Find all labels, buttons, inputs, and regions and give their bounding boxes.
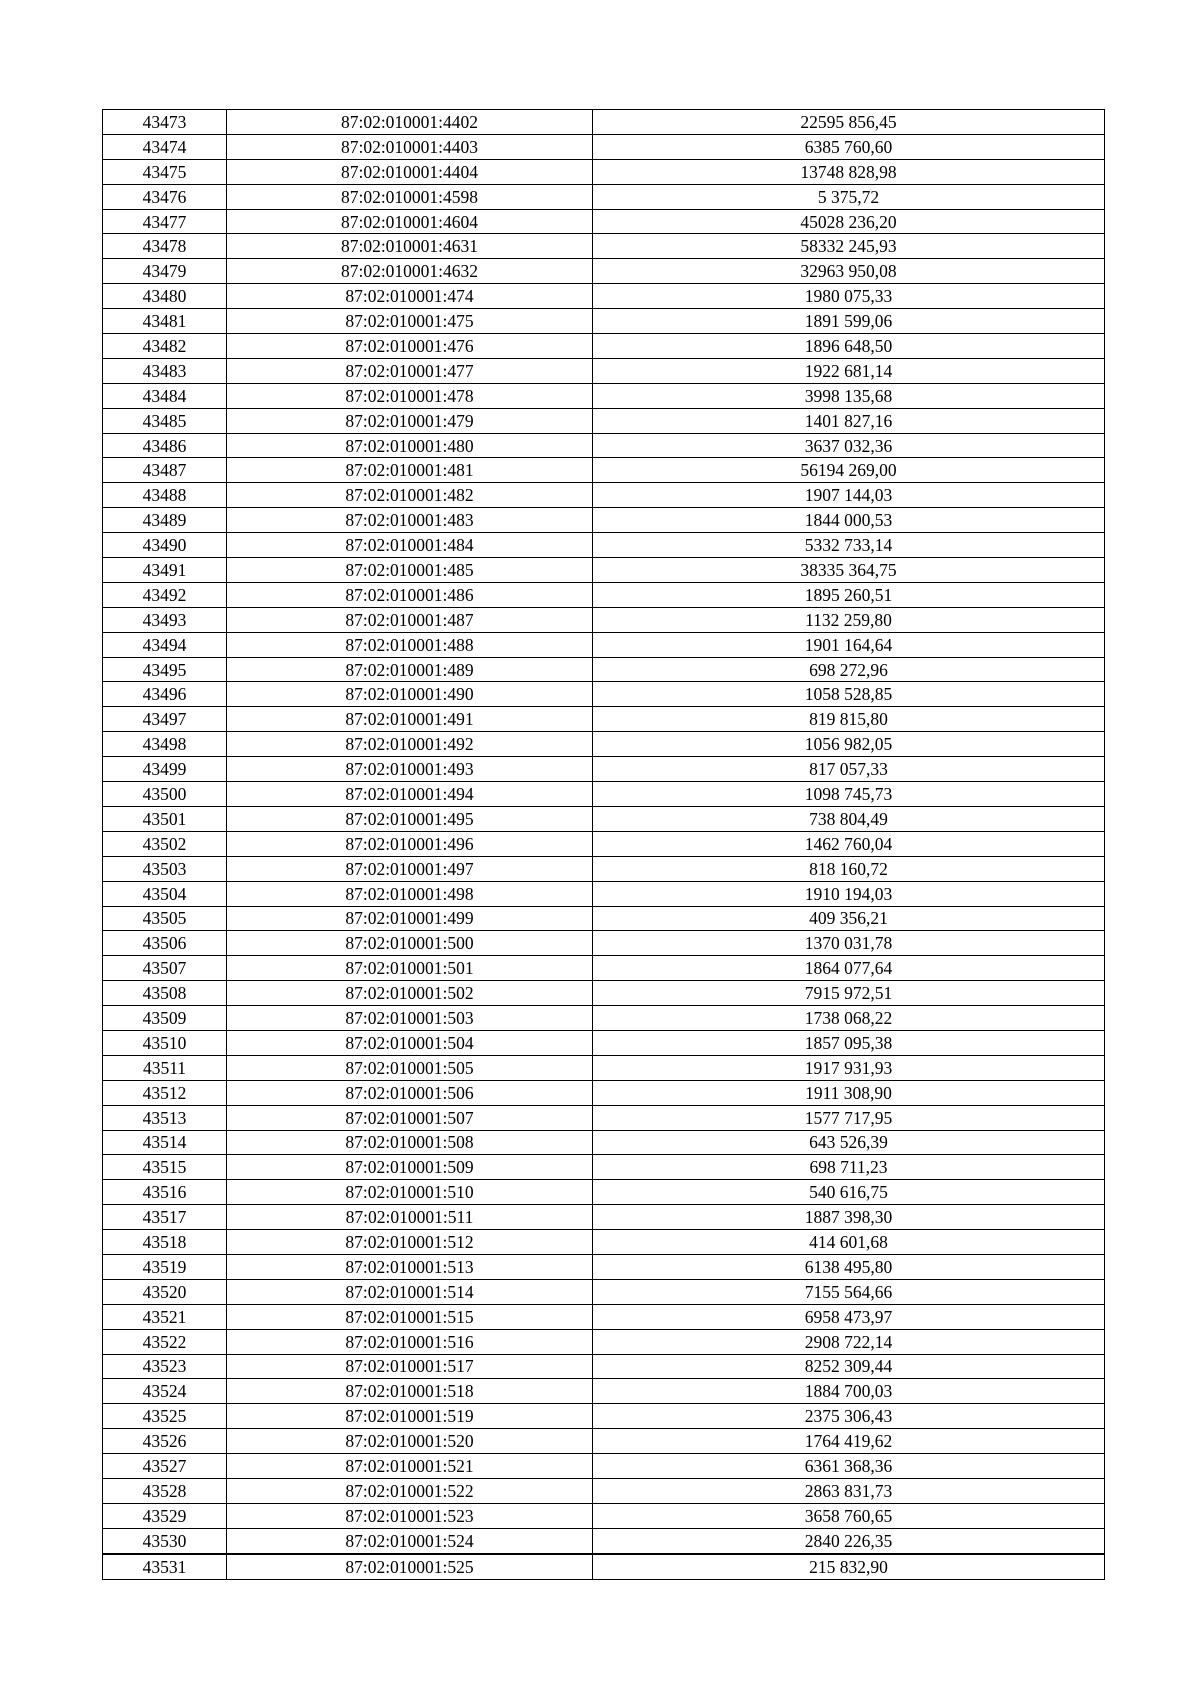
cadastral-number-cell: 87:02:010001:488 <box>227 632 593 657</box>
cadastral-value-cell: 5 375,72 <box>593 184 1105 209</box>
cadastral-number-cell: 87:02:010001:486 <box>227 582 593 607</box>
table-row <box>103 1180 1105 1205</box>
cadastral-value-cell: 32963 950,08 <box>593 259 1105 284</box>
cadastral-number-cell: 87:02:010001:506 <box>227 1080 593 1105</box>
cadastral-value-cell: 1884 700,03 <box>593 1379 1105 1404</box>
table-row <box>103 383 1105 408</box>
cadastral-value-cell: 38335 364,75 <box>593 558 1105 583</box>
cadastral-number-cell: 87:02:010001:499 <box>227 906 593 931</box>
table-row <box>103 582 1105 607</box>
table-row <box>103 284 1105 309</box>
table-row <box>103 234 1105 259</box>
cadastral-value-cell: 6138 495,80 <box>593 1254 1105 1279</box>
cadastral-number-cell: 87:02:010001:484 <box>227 533 593 558</box>
table-row <box>103 1329 1105 1354</box>
cadastral-number-cell: 87:02:010001:494 <box>227 782 593 807</box>
row-number-cell: 43481 <box>103 309 227 334</box>
table-row <box>103 209 1105 234</box>
cadastral-value-cell: 1901 164,64 <box>593 632 1105 657</box>
cadastral-number-cell: 87:02:010001:515 <box>227 1304 593 1329</box>
table-row <box>103 1429 1105 1454</box>
row-number-cell: 43526 <box>103 1429 227 1454</box>
row-number-cell: 43477 <box>103 209 227 234</box>
cadastral-value-cell: 1980 075,33 <box>593 284 1105 309</box>
cadastral-value-cell: 6361 368,36 <box>593 1454 1105 1479</box>
row-number-cell: 43523 <box>103 1354 227 1379</box>
table-row <box>103 508 1105 533</box>
cadastral-value-cell: 1896 648,50 <box>593 334 1105 359</box>
cadastral-value-cell: 1910 194,03 <box>593 881 1105 906</box>
cadastral-number-cell: 87:02:010001:510 <box>227 1180 593 1205</box>
cadastral-number-cell: 87:02:010001:483 <box>227 508 593 533</box>
cadastral-value-cell: 7915 972,51 <box>593 981 1105 1006</box>
table-row <box>103 956 1105 981</box>
table-row <box>103 632 1105 657</box>
cadastral-number-cell: 87:02:010001:495 <box>227 806 593 831</box>
table-row <box>103 1528 1105 1553</box>
row-number-cell: 43529 <box>103 1503 227 1528</box>
row-number-cell: 43504 <box>103 881 227 906</box>
table-row <box>103 1379 1105 1404</box>
table-row <box>103 1254 1105 1279</box>
cadastral-value-cell: 1577 717,95 <box>593 1105 1105 1130</box>
cadastral-value-cell: 13748 828,98 <box>593 159 1105 184</box>
cadastral-number-cell: 87:02:010001:493 <box>227 757 593 782</box>
table-row <box>103 757 1105 782</box>
cadastral-number-cell: 87:02:010001:503 <box>227 1006 593 1031</box>
cadastral-number-cell: 87:02:010001:497 <box>227 856 593 881</box>
cadastral-value-cell: 2908 722,14 <box>593 1329 1105 1354</box>
row-number-cell: 43501 <box>103 806 227 831</box>
row-number-cell: 43507 <box>103 956 227 981</box>
cadastral-value-cell: 1911 308,90 <box>593 1080 1105 1105</box>
cadastral-number-cell: 87:02:010001:4403 <box>227 134 593 159</box>
cadastral-number-cell: 87:02:010001:502 <box>227 981 593 1006</box>
row-number-cell: 43522 <box>103 1329 227 1354</box>
cadastral-number-cell: 87:02:010001:525 <box>227 1554 593 1579</box>
table-row <box>103 259 1105 284</box>
table-row <box>103 184 1105 209</box>
table-row <box>103 533 1105 558</box>
cadastral-number-cell: 87:02:010001:521 <box>227 1454 593 1479</box>
cadastral-value-cell: 1922 681,14 <box>593 358 1105 383</box>
table-row <box>103 1354 1105 1379</box>
cadastral-number-cell: 87:02:010001:4402 <box>227 110 593 135</box>
cadastral-value-cell: 1887 398,30 <box>593 1205 1105 1230</box>
row-number-cell: 43520 <box>103 1279 227 1304</box>
cadastral-value-cell: 1857 095,38 <box>593 1030 1105 1055</box>
row-number-cell: 43511 <box>103 1055 227 1080</box>
table-row <box>103 906 1105 931</box>
row-number-cell: 43531 <box>103 1554 227 1579</box>
cadastral-number-cell: 87:02:010001:477 <box>227 358 593 383</box>
row-number-cell: 43493 <box>103 607 227 632</box>
cadastral-number-cell: 87:02:010001:523 <box>227 1503 593 1528</box>
cadastral-number-cell: 87:02:010001:498 <box>227 881 593 906</box>
table-row <box>103 1304 1105 1329</box>
cadastral-number-cell: 87:02:010001:517 <box>227 1354 593 1379</box>
cadastral-value-cell: 698 272,96 <box>593 657 1105 682</box>
cadastral-value-cell: 2863 831,73 <box>593 1478 1105 1503</box>
cadastral-number-cell: 87:02:010001:500 <box>227 931 593 956</box>
table-row <box>103 408 1105 433</box>
cadastral-number-cell: 87:02:010001:508 <box>227 1130 593 1155</box>
row-number-cell: 43518 <box>103 1230 227 1255</box>
table-row <box>103 1055 1105 1080</box>
table-row <box>103 1404 1105 1429</box>
table-row <box>103 682 1105 707</box>
cadastral-value-cell: 2375 306,43 <box>593 1404 1105 1429</box>
cadastral-value-cell: 1462 760,04 <box>593 831 1105 856</box>
cadastral-value-cell: 1056 982,05 <box>593 732 1105 757</box>
cadastral-value-cell: 215 832,90 <box>593 1554 1105 1579</box>
table-row <box>103 931 1105 956</box>
cadastral-number-cell: 87:02:010001:518 <box>227 1379 593 1404</box>
row-number-cell: 43498 <box>103 732 227 757</box>
cadastral-value-cell: 7155 564,66 <box>593 1279 1105 1304</box>
cadastral-value-cell: 1895 260,51 <box>593 582 1105 607</box>
row-number-cell: 43484 <box>103 383 227 408</box>
table-row <box>103 1454 1105 1479</box>
row-number-cell: 43478 <box>103 234 227 259</box>
table-row <box>103 309 1105 334</box>
row-number-cell: 43482 <box>103 334 227 359</box>
row-number-cell: 43473 <box>103 110 227 135</box>
row-number-cell: 43489 <box>103 508 227 533</box>
cadastral-number-cell: 87:02:010001:509 <box>227 1155 593 1180</box>
cadastral-number-cell: 87:02:010001:479 <box>227 408 593 433</box>
cadastral-value-cell: 819 815,80 <box>593 707 1105 732</box>
row-number-cell: 43486 <box>103 433 227 458</box>
table-row <box>103 358 1105 383</box>
cadastral-number-cell: 87:02:010001:4598 <box>227 184 593 209</box>
cadastral-value-cell: 1738 068,22 <box>593 1006 1105 1031</box>
cadastral-number-cell: 87:02:010001:474 <box>227 284 593 309</box>
table-row <box>103 1105 1105 1130</box>
cadastral-number-cell: 87:02:010001:478 <box>227 383 593 408</box>
row-number-cell: 43524 <box>103 1379 227 1404</box>
row-number-cell: 43513 <box>103 1105 227 1130</box>
cadastral-value-cell: 1058 528,85 <box>593 682 1105 707</box>
cadastral-value-cell: 1907 144,03 <box>593 483 1105 508</box>
cadastral-number-cell: 87:02:010001:489 <box>227 657 593 682</box>
row-number-cell: 43485 <box>103 408 227 433</box>
cadastral-value-cell: 6958 473,97 <box>593 1304 1105 1329</box>
row-number-cell: 43510 <box>103 1030 227 1055</box>
cadastral-value-cell: 8252 309,44 <box>593 1354 1105 1379</box>
cadastral-number-cell: 87:02:010001:496 <box>227 831 593 856</box>
cadastral-number-cell: 87:02:010001:480 <box>227 433 593 458</box>
cadastral-value-cell: 817 057,33 <box>593 757 1105 782</box>
cadastral-number-cell: 87:02:010001:490 <box>227 682 593 707</box>
cadastral-value-cell: 22595 856,45 <box>593 110 1105 135</box>
cadastral-value-cell: 2840 226,35 <box>593 1528 1105 1553</box>
cadastral-value-cell: 414 601,68 <box>593 1230 1105 1255</box>
row-number-cell: 43517 <box>103 1205 227 1230</box>
cadastral-number-cell: 87:02:010001:512 <box>227 1230 593 1255</box>
cadastral-value-table <box>102 109 1105 1580</box>
cadastral-number-cell: 87:02:010001:4404 <box>227 159 593 184</box>
cadastral-number-cell: 87:02:010001:4632 <box>227 259 593 284</box>
cadastral-number-cell: 87:02:010001:485 <box>227 558 593 583</box>
row-number-cell: 43494 <box>103 632 227 657</box>
table-row <box>103 856 1105 881</box>
cadastral-number-cell: 87:02:010001:524 <box>227 1528 593 1553</box>
row-number-cell: 43479 <box>103 259 227 284</box>
table-row <box>103 707 1105 732</box>
row-number-cell: 43530 <box>103 1528 227 1553</box>
row-number-cell: 43525 <box>103 1404 227 1429</box>
cadastral-value-cell: 3637 032,36 <box>593 433 1105 458</box>
cadastral-number-cell: 87:02:010001:476 <box>227 334 593 359</box>
row-number-cell: 43495 <box>103 657 227 682</box>
row-number-cell: 43519 <box>103 1254 227 1279</box>
table-row <box>103 1006 1105 1031</box>
row-number-cell: 43515 <box>103 1155 227 1180</box>
row-number-cell: 43496 <box>103 682 227 707</box>
table-row <box>103 1205 1105 1230</box>
row-number-cell: 43497 <box>103 707 227 732</box>
row-number-cell: 43521 <box>103 1304 227 1329</box>
table-row <box>103 831 1105 856</box>
table-body <box>103 110 1105 1580</box>
cadastral-number-cell: 87:02:010001:481 <box>227 458 593 483</box>
row-number-cell: 43528 <box>103 1478 227 1503</box>
row-number-cell: 43487 <box>103 458 227 483</box>
cadastral-number-cell: 87:02:010001:520 <box>227 1429 593 1454</box>
cadastral-number-cell: 87:02:010001:482 <box>227 483 593 508</box>
row-number-cell: 43488 <box>103 483 227 508</box>
cadastral-value-cell: 1864 077,64 <box>593 956 1105 981</box>
cadastral-number-cell: 87:02:010001:491 <box>227 707 593 732</box>
cadastral-value-cell: 45028 236,20 <box>593 209 1105 234</box>
cadastral-number-cell: 87:02:010001:501 <box>227 956 593 981</box>
table-row <box>103 334 1105 359</box>
table-row <box>103 433 1105 458</box>
cadastral-value-cell: 409 356,21 <box>593 906 1105 931</box>
row-number-cell: 43476 <box>103 184 227 209</box>
row-number-cell: 43514 <box>103 1130 227 1155</box>
cadastral-number-cell: 87:02:010001:492 <box>227 732 593 757</box>
table-row <box>103 981 1105 1006</box>
cadastral-number-cell: 87:02:010001:516 <box>227 1329 593 1354</box>
row-number-cell: 43492 <box>103 582 227 607</box>
row-number-cell: 43480 <box>103 284 227 309</box>
row-number-cell: 43506 <box>103 931 227 956</box>
row-number-cell: 43483 <box>103 358 227 383</box>
row-number-cell: 43516 <box>103 1180 227 1205</box>
table-row <box>103 110 1105 135</box>
cadastral-number-cell: 87:02:010001:514 <box>227 1279 593 1304</box>
table-row <box>103 1030 1105 1055</box>
table-row <box>103 1130 1105 1155</box>
row-number-cell: 43499 <box>103 757 227 782</box>
table-row <box>103 134 1105 159</box>
table-row <box>103 1230 1105 1255</box>
cadastral-value-cell: 818 160,72 <box>593 856 1105 881</box>
cadastral-value-cell: 643 526,39 <box>593 1130 1105 1155</box>
row-number-cell: 43503 <box>103 856 227 881</box>
cadastral-value-cell: 1764 419,62 <box>593 1429 1105 1454</box>
table-row <box>103 1155 1105 1180</box>
cadastral-value-cell: 3658 760,65 <box>593 1503 1105 1528</box>
table-row <box>103 806 1105 831</box>
table-row <box>103 458 1105 483</box>
cadastral-number-cell: 87:02:010001:522 <box>227 1478 593 1503</box>
row-number-cell: 43475 <box>103 159 227 184</box>
cadastral-value-cell: 1401 827,16 <box>593 408 1105 433</box>
cadastral-value-cell: 6385 760,60 <box>593 134 1105 159</box>
table-row <box>103 1503 1105 1528</box>
table-row <box>103 607 1105 632</box>
cadastral-value-cell: 698 711,23 <box>593 1155 1105 1180</box>
row-number-cell: 43527 <box>103 1454 227 1479</box>
cadastral-value-cell: 540 616,75 <box>593 1180 1105 1205</box>
cadastral-number-cell: 87:02:010001:4631 <box>227 234 593 259</box>
table-row <box>103 1080 1105 1105</box>
cadastral-value-cell: 1370 031,78 <box>593 931 1105 956</box>
table-row <box>103 1279 1105 1304</box>
cadastral-value-cell: 5332 733,14 <box>593 533 1105 558</box>
cadastral-value-cell: 1098 745,73 <box>593 782 1105 807</box>
cadastral-number-cell: 87:02:010001:507 <box>227 1105 593 1130</box>
row-number-cell: 43509 <box>103 1006 227 1031</box>
row-number-cell: 43508 <box>103 981 227 1006</box>
cadastral-number-cell: 87:02:010001:475 <box>227 309 593 334</box>
cadastral-value-cell: 3998 135,68 <box>593 383 1105 408</box>
cadastral-value-cell: 1132 259,80 <box>593 607 1105 632</box>
cadastral-number-cell: 87:02:010001:4604 <box>227 209 593 234</box>
cadastral-number-cell: 87:02:010001:505 <box>227 1055 593 1080</box>
cadastral-value-cell: 1917 931,93 <box>593 1055 1105 1080</box>
table-row <box>103 483 1105 508</box>
table-row <box>103 732 1105 757</box>
cadastral-number-cell: 87:02:010001:487 <box>227 607 593 632</box>
row-number-cell: 43502 <box>103 831 227 856</box>
cadastral-number-cell: 87:02:010001:511 <box>227 1205 593 1230</box>
row-number-cell: 43490 <box>103 533 227 558</box>
cadastral-value-cell: 1891 599,06 <box>593 309 1105 334</box>
table-row <box>103 159 1105 184</box>
table-row <box>103 1554 1105 1579</box>
cadastral-value-cell: 58332 245,93 <box>593 234 1105 259</box>
table-row <box>103 558 1105 583</box>
cadastral-value-cell: 1844 000,53 <box>593 508 1105 533</box>
table-row <box>103 782 1105 807</box>
row-number-cell: 43500 <box>103 782 227 807</box>
table-row <box>103 1478 1105 1503</box>
table-row <box>103 881 1105 906</box>
row-number-cell: 43491 <box>103 558 227 583</box>
row-number-cell: 43505 <box>103 906 227 931</box>
row-number-cell: 43474 <box>103 134 227 159</box>
cadastral-value-cell: 738 804,49 <box>593 806 1105 831</box>
cadastral-value-cell: 56194 269,00 <box>593 458 1105 483</box>
cadastral-number-cell: 87:02:010001:519 <box>227 1404 593 1429</box>
table-row <box>103 657 1105 682</box>
row-number-cell: 43512 <box>103 1080 227 1105</box>
cadastral-number-cell: 87:02:010001:513 <box>227 1254 593 1279</box>
cadastral-number-cell: 87:02:010001:504 <box>227 1030 593 1055</box>
